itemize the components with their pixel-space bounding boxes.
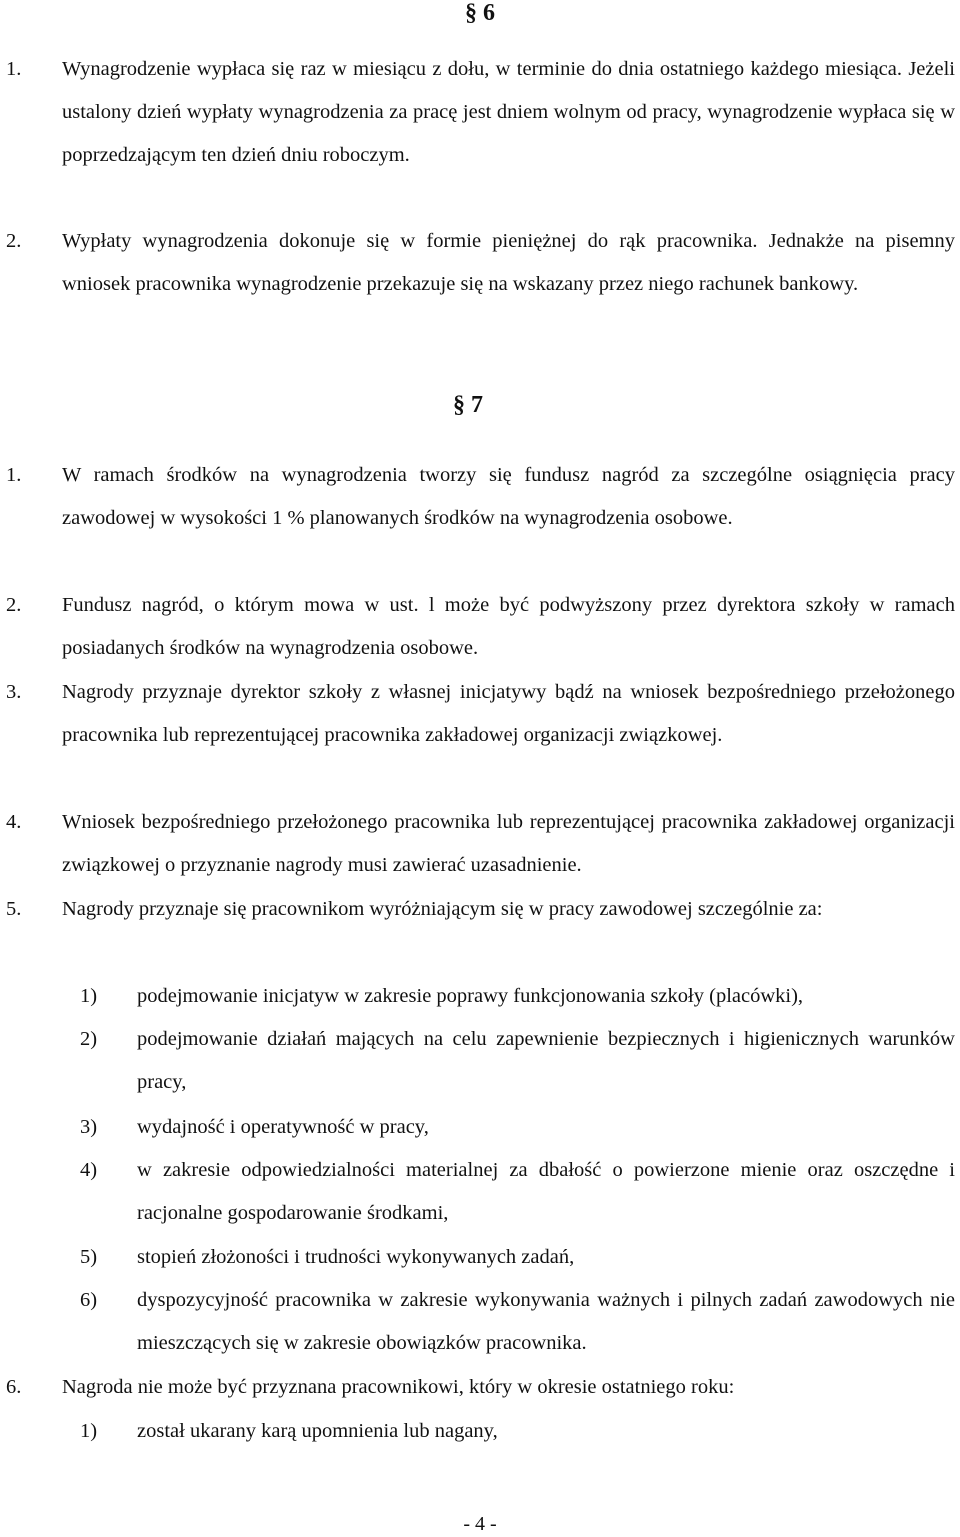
item-text: Nagroda nie może być przyznana pracownikowi, który w okresie ostatniego roku: (62, 1376, 735, 1398)
section-6-title: § 6 (465, 0, 495, 26)
item-number: 5. (6, 898, 22, 920)
subitem-number: 4) (80, 1159, 98, 1181)
subitem-number: 2) (80, 1028, 98, 1050)
subitem-number: 6) (80, 1289, 98, 1311)
item-number: 4. (6, 811, 22, 833)
item-text: Fundusz nagród, o którym mowa w ust. l może być podwyższony przez dyrektora szkoły w ramach posiadanych środków na wynagrodzenia osobowe. (62, 594, 955, 659)
subitem-number: 1) (80, 1420, 98, 1442)
item-text: Nagrody przyznaje dyrektor szkoły z własnej inicjatywy bądź na wniosek bezpośredniego przełożonego pracownika lub reprezentującej pracownika zakładowej organizacji związkowej. (62, 681, 955, 746)
item-text: W ramach środków na wynagrodzenia tworzy się fundusz nagród za szczególne osiągnięcia pracy zawodowej w wysokości 1 % planowanych środków na wynagrodzenia osobowe. (62, 464, 955, 529)
item-text: Wypłaty wynagrodzenia dokonuje się w formie pieniężnej do rąk pracownika. Jednakże na pisemny wniosek pracownika wynagrodzenie przekazuje się na wskazany przez niego rachunek bankowy. (62, 230, 955, 295)
subitem-text: wydajność i operatywność w pracy, (137, 1116, 429, 1138)
item-number: 2. (6, 594, 22, 616)
page-number: - 4 - (463, 1513, 497, 1535)
subitem-text: dyspozycyjność pracownika w zakresie wykonywania ważnych i pilnych zadań zawodowych nie mieszczących się w zakresie obowiązków pracownika. (137, 1289, 955, 1354)
item-number: 1. (6, 464, 22, 486)
subitem-number: 1) (80, 985, 98, 1007)
subitem-text: podejmowanie działań mających na celu zapewnienie bezpiecznych i higienicznych warunków pracy, (137, 1028, 955, 1093)
item-number: 1. (6, 58, 22, 80)
subitem-text: w zakresie odpowiedzialności materialnej za dbałość o powierzone mienie oraz oszczędne i racjonalne gospodarowanie środkami, (137, 1159, 955, 1224)
subitem-text: został ukarany karą upomnienia lub nagany, (137, 1420, 498, 1442)
section-7-title: § 7 (453, 392, 483, 418)
item-number: 3. (6, 681, 22, 703)
item-text: Wynagrodzenie wypłaca się raz w miesiącu z dołu, w terminie do dnia ostatniego każdego miesiąca. Jeżeli ustalony dzień wypłaty wynagrodzenia za pracę jest dniem wolnym od pracy, wynagrodzenie wypłaca się w poprzedzającym ten dzień dniu roboczym. (62, 58, 955, 166)
item-number: 6. (6, 1376, 22, 1398)
item-number: 2. (6, 230, 22, 252)
item-text: Wniosek bezpośredniego przełożonego pracownika lub reprezentującej pracownika zakładowej organizacji związkowej o przyznanie nagrody musi zawierać uzasadnienie. (62, 811, 955, 876)
subitem-text: stopień złożoności i trudności wykonywanych zadań, (137, 1246, 575, 1268)
subitem-number: 3) (80, 1116, 98, 1138)
subitem-text: podejmowanie inicjatyw w zakresie poprawy funkcjonowania szkoły (placówki), (137, 985, 804, 1007)
subitem-number: 5) (80, 1246, 98, 1268)
item-text: Nagrody przyznaje się pracownikom wyróżniającym się w pracy zawodowej szczególnie za: (62, 898, 823, 920)
